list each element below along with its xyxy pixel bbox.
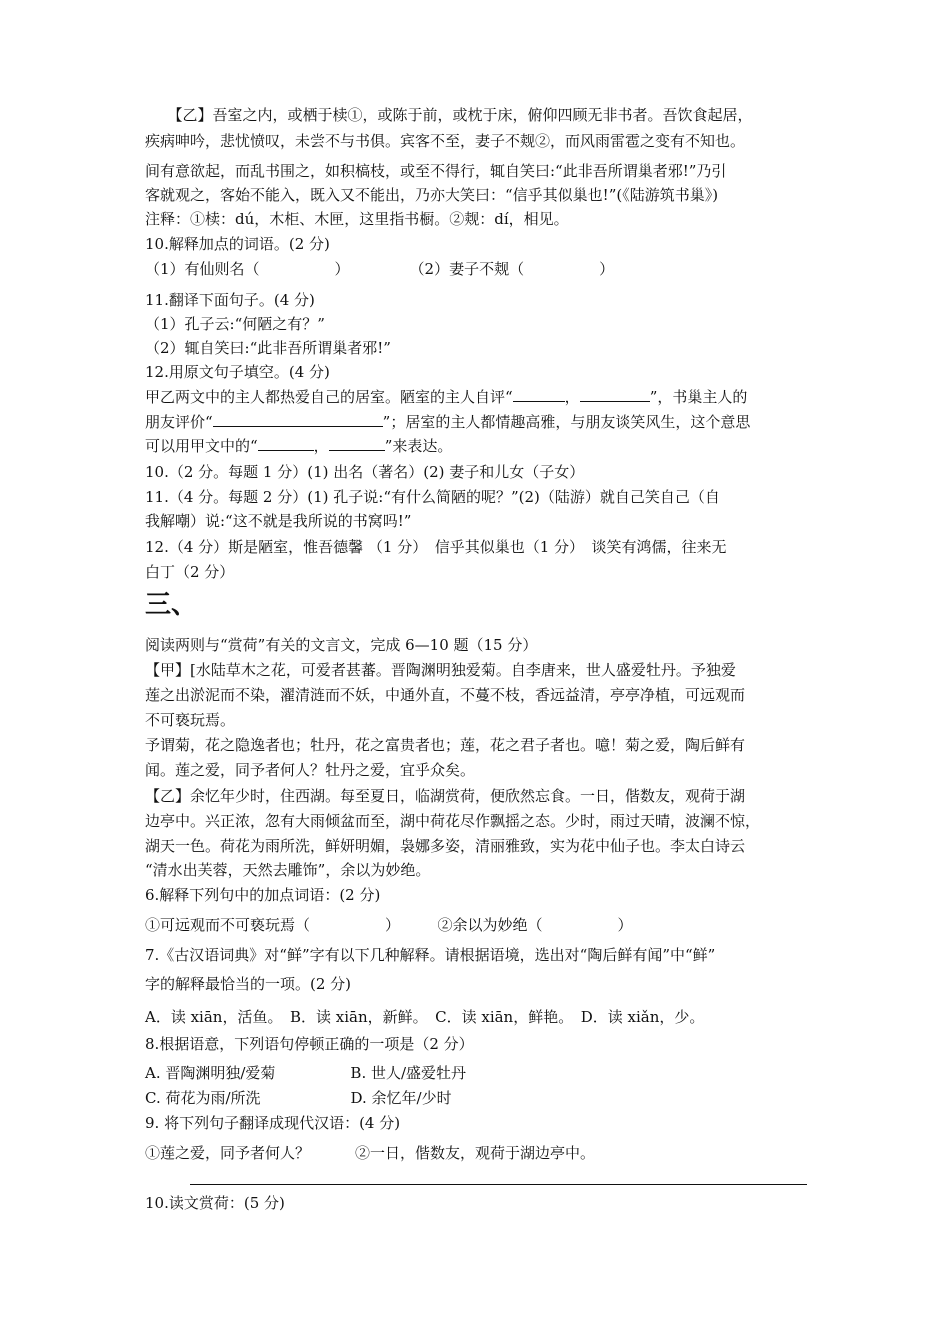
text-line: 边亭中。兴正浓，忽有大雨倾盆而至，湖中荷花尽作飘摇之态。少时，雨过天晴，波澜不惊， — [145, 812, 761, 830]
text-line: 【乙】吾室之内，或栖于椟①，或陈于前，或枕于床，俯仰四顾无非书者。吾饮食起居， — [145, 106, 753, 124]
text-segment: ”来表达。 — [384, 437, 453, 455]
question-title: 6.解释下列句中的加点词语：(2 分) — [145, 886, 381, 904]
fill-blank-line — [145, 386, 747, 408]
answer-line: 11.（4 分。每题 2 分）(1) 孔子说:“有什么简陋的呢？”(2)（陆游）就自己笑自己（自 — [145, 488, 720, 506]
question-title: 字的解释最恰当的一项。(2 分) — [145, 975, 352, 993]
text-segment: 甲乙两文中的主人都热爱自己的居室。陋室的主人自评“ — [145, 388, 513, 406]
question-title: 7.《古汉语词典》对“鲜”字有以下几种解释。请根据语境，选出对“陶后鲜有闻”中“鲜” — [145, 946, 716, 964]
text-line: 【乙】余忆年少时，住西湖。每至夏日，临湖赏荷，便欣然忘食。一日，偕数友，观荷于湖 — [145, 787, 746, 805]
question-title: 8.根据语意，下列语句停顿正确的一项是（2 分） — [145, 1035, 474, 1053]
section-heading: 三、 — [145, 590, 198, 620]
answer-rule-line — [190, 1184, 807, 1185]
question-item: （2）辄自笑曰:“此非吾所谓巢者邪!” — [145, 339, 391, 357]
text-line: 客就观之，客始不能入，既入又不能出，乃亦大笑曰：“信乎其似巢也!”(《陆游筑书巢》) — [145, 186, 719, 204]
text-line: 不可亵玩焉。 — [145, 711, 236, 729]
question-title: 11.翻译下面句子。(4 分) — [145, 291, 315, 309]
text-segment: ”，书巢主人的 — [649, 388, 748, 406]
answer-line: 10.（2 分。每题 1 分）(1) 出名（著名）(2) 妻子和儿女（子女） — [145, 463, 585, 481]
question-item: （1）孔子云:“何陋之有？” — [145, 315, 325, 333]
text-line: 予谓菊，花之隐逸者也；牡丹，花之富贵者也；莲，花之君子者也。噫！菊之爱，陶后鲜有 — [145, 736, 746, 754]
text-line: 莲之出淤泥而不染，濯清涟而不妖，中通外直，不蔓不枝，香远益清，亭亭净植，可远观而 — [145, 686, 746, 704]
answer-line: 白丁（2 分） — [145, 563, 235, 581]
section-instruction: 阅读两则与“赏荷”有关的文言文，完成 6—10 题（15 分） — [145, 636, 538, 654]
question-item: ①莲之爱，同予者何人？ ②一日，偕数友，观荷于湖边亭中。 — [145, 1144, 596, 1162]
text-line: “清水出芙蓉，天然去雕饰”，余以为妙绝。 — [145, 861, 431, 879]
text-segment: ， — [313, 437, 329, 455]
footnote-line: 注释：①椟：dú，木柜、木匣，这里指书橱。②觌：dí，相见。 — [145, 210, 569, 228]
answer-blank[interactable] — [513, 386, 565, 402]
text-segment: ， — [564, 388, 580, 406]
text-line: 湖天一色。荷花为雨所洗，鲜妍明媚，袅娜多姿，清丽雅致，实为花中仙子也。李太白诗云 — [145, 837, 746, 855]
text-segment: 可以用甲文中的“ — [145, 437, 258, 455]
answer-line: 我解嘲）说:“这不就是我所说的书窝吗!” — [145, 512, 412, 530]
answer-options: C. 荷花为雨/所洗 D. 余忆年/少时 — [145, 1089, 452, 1107]
text-line: 间有意欲起，而乱书围之，如积槁枝，或至不得行，辄自笑曰:“此非吾所谓巢者邪!”乃引 — [145, 162, 727, 180]
answer-line: 12.（4 分）斯是陋室，惟吾德馨 （1 分） 信乎其似巢也（1 分） 谈笑有鸿儒，往来无 — [145, 538, 727, 556]
text-line: 疾病呻吟，悲忧愤叹，未尝不与书俱。宾客不至，妻子不觌②，而风雨雷雹之变有不知也。 — [145, 132, 746, 150]
text-line: 【甲】[水陆草木之花，可爱者甚蕃。晋陶渊明独爱菊。自李唐来，世人盛爱牡丹。予独爱 — [145, 661, 736, 679]
question-item: ①可远观而不可亵玩焉（ ） ②余以为妙绝（ ） — [145, 916, 633, 934]
fill-blank-line — [145, 435, 452, 457]
question-title: 12.用原文句子填空。(4 分) — [145, 363, 330, 381]
question-item: （1）有仙则名（ ） （2）妻子不觌（ ） — [145, 260, 615, 278]
answer-blank[interactable] — [258, 435, 314, 451]
answer-options: A. 晋陶渊明独/爱菊 B. 世人/盛爱牡丹 — [145, 1064, 467, 1082]
answer-blank[interactable] — [580, 386, 650, 402]
question-title: 10.解释加点的词语。(2 分) — [145, 235, 330, 253]
text-segment: 朋友评价“ — [145, 413, 213, 431]
text-line: 闻。莲之爱，同予者何人？牡丹之爱，宜乎众矣。 — [145, 761, 476, 779]
question-title: 10.读文赏荷：(5 分) — [145, 1194, 285, 1212]
answer-options: A．读 xiān，活鱼。 B．读 xiān，新鲜。 C．读 xiān，鲜艳。 D．读 xiǎn，少。 — [145, 1008, 705, 1026]
question-title: 9. 将下列句子翻译成现代汉语：(4 分) — [145, 1114, 401, 1132]
text-segment: ”；居室的主人都情趣高雅，与朋友谈笑风生，这个意思 — [382, 413, 751, 431]
answer-blank[interactable] — [213, 411, 383, 427]
answer-blank[interactable] — [329, 435, 385, 451]
fill-blank-line — [145, 411, 750, 433]
